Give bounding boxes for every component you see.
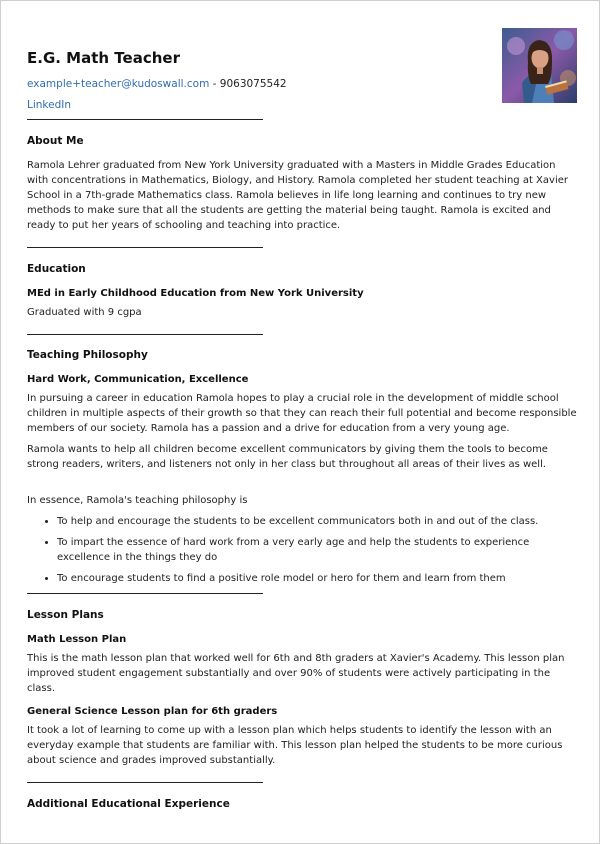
list-item: • To help and encourage the students to be excellent communicators both in and out of the class. <box>57 514 577 529</box>
education-title: Education <box>27 263 86 275</box>
lesson-text: It took a lot of learning to come up with a lesson plan which helps students to identify the lesson with an everyday example that students are familiar with. This lesson plan helped the students to be more curious about science and grades improved substantially. <box>27 725 563 766</box>
phone-number: 9063075542 <box>219 78 287 90</box>
resume-content <box>27 109 577 812</box>
resume-header <box>27 47 487 113</box>
linkedin-link[interactable]: LinkedIn <box>27 99 72 111</box>
education-detail: Graduated with 9 cgpa <box>27 307 142 318</box>
section-divider <box>27 247 263 248</box>
profile-photo <box>502 28 577 103</box>
lesson-title: Math Lesson Plan <box>27 634 127 645</box>
philosophy-list <box>57 514 577 586</box>
education-degree: MEd in Early Childhood Education from New York University <box>27 288 364 299</box>
teacher-name: E.G. Math Teacher <box>27 49 180 67</box>
about-text: Ramola Lehrer graduated from New York University graduated with a Masters in Middle Grades Education with concentrations in Mathematics, Biology, and History. Ramola completed her student teaching at Xavier School in a 7th-grade Mathematics class. Ramola believes in life long learning and continues to try new methods to make sure that all the students are getting the material being taught. Ramola is excited and ready to put her years of schooling and teaching into practice. <box>27 160 568 231</box>
philosophy-subtitle: Hard Work, Communication, Excellence <box>27 374 249 385</box>
philosophy-title: Teaching Philosophy <box>27 349 148 361</box>
philosophy-intro: In essence, Ramola's teaching philosophy is <box>27 495 248 506</box>
section-divider <box>27 782 263 783</box>
section-divider <box>27 593 263 594</box>
philosophy-paragraph-2: Ramola wants to help all children become excellent communicators by giving them the tools to become strong readers, writers, and listeners not only in her class but throughout all areas of their lives as well. <box>27 444 548 470</box>
email-link[interactable]: example+teacher@kudoswall.com <box>27 78 210 90</box>
contact-line <box>27 77 487 92</box>
philosophy-paragraph-1: In pursuing a career in education Ramola hopes to play a crucial role in the development of middle school children in multiple aspects of their growth so that they can reach their full potential and become responsible members of our society. Ramola has a passion and a drive for education from a very young age. <box>27 393 577 434</box>
lessons-title: Lesson Plans <box>27 609 104 621</box>
lesson-title: General Science Lesson plan for 6th graders <box>27 706 278 717</box>
list-item: • To impart the essence of hard work from a very early age and help the students to experience excellence in the things they do <box>57 535 577 565</box>
section-divider <box>27 334 263 335</box>
lesson-text: This is the math lesson plan that worked well for 6th and 8th graders at Xavier's Academy. This lesson plan improved student engagement substantially and over 90% of students were actively participating in the class. <box>27 653 565 694</box>
additional-experience-title: Additional Educational Experience <box>27 798 230 810</box>
section-divider <box>27 119 263 120</box>
profile-photo-image <box>502 28 577 103</box>
list-item: • To encourage students to find a positive role model or hero for them and learn from them <box>57 571 577 586</box>
contact-separator: - <box>209 78 220 90</box>
about-title: About Me <box>27 135 84 147</box>
